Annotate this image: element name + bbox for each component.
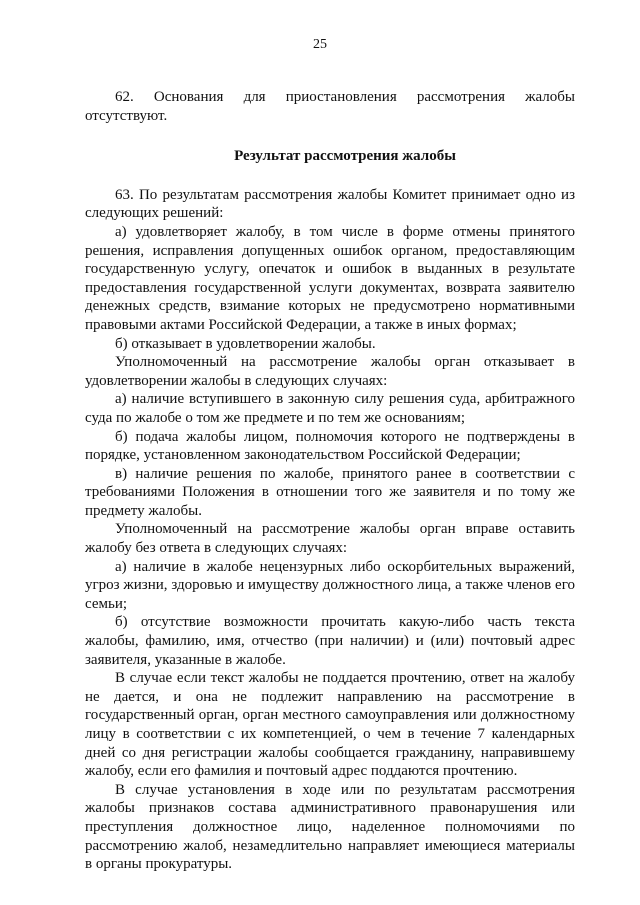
paragraph-refusal-case-b: б) подача жалобы лицом, полномочия которого не подтверждены в порядке, установленном законодательством Российской Федерации; bbox=[85, 428, 575, 464]
paragraph-63: 63. По результатам рассмотрения жалобы Комитет принимает одно из следующих решений: bbox=[85, 186, 575, 222]
paragraph-unreadable-text: В случае если текст жалобы не поддается прочтению, ответ на жалобу не дается, и она не подлежит направлению на рассмотрение в государственный орган, орган местного самоуправления или должностному лицу в соответствии с их компетенцией, о чем в течение 7 календарных дней со дня регистрации жалобы сообщается гражданину, направившему жалобу, если его фамилия и почтовый адрес поддаются прочтению. bbox=[85, 670, 575, 780]
paragraph-item-a-satisfy: а) удовлетворяет жалобу, в том числе в форме отмены принятого решения, исправления допущенных ошибок органом, предоставляющим государственную услугу, опечаток и ошибок в выданных в результате предоставления государственной услуги документах, возврата заявителю денежных средств, взимание которых не предусмотрено нормативными правовыми актами Российской Федерации, а также в иных формах; bbox=[85, 223, 575, 333]
paragraph-refusal-case-c: в) наличие решения по жалобе, принятого ранее в соответствии с требованиями Положения в отношении того же заявителя и по тому же предмету жалобы. bbox=[85, 465, 575, 519]
section-heading: Результат рассмотрения жалобы bbox=[234, 148, 456, 165]
paragraph-item-b-refuse: б) отказывает в удовлетворении жалобы. bbox=[115, 335, 376, 352]
paragraph-prosecutor-referral: В случае установления в ходе или по результатам рассмотрения жалобы признаков состава административного правонарушения или преступления должностное лицо, наделенное полномочиями по рассмотрению жалоб, незамедлительно направляет имеющиеся материалы в органы прокуратуры. bbox=[85, 781, 575, 873]
paragraph-no-answer-case-b: б) отсутствие возможности прочитать какую-либо часть текста жалобы, фамилию, имя, отчество (при наличии) и (или) почтовый адрес заявителя, указанные в жалобе. bbox=[85, 614, 575, 668]
paragraph-refusal-case-a: а) наличие вступившего в законную силу решения суда, арбитражного суда по жалобе о том же предмете и по тем же основаниям; bbox=[85, 391, 575, 426]
paragraph-no-answer-intro: Уполномоченный на рассмотрение жалобы орган вправе оставить жалобу без ответа в следующих случаях: bbox=[85, 521, 575, 557]
page-number: 25 bbox=[313, 37, 327, 52]
paragraph-no-answer-case-a: а) наличие в жалобе нецензурных либо оскорбительных выражений, угроз жизни, здоровью и имуществу должностного лица, а также членов его семьи; bbox=[85, 558, 575, 612]
paragraph-62: 62. Основания для приостановления рассмотрения жалобы отсутствуют. bbox=[85, 89, 575, 124]
document-body bbox=[85, 88, 575, 874]
paragraph-refusal-cases-intro: Уполномоченный на рассмотрение жалобы орган отказывает в удовлетворении жалобы в следующих случаях: bbox=[85, 354, 575, 389]
